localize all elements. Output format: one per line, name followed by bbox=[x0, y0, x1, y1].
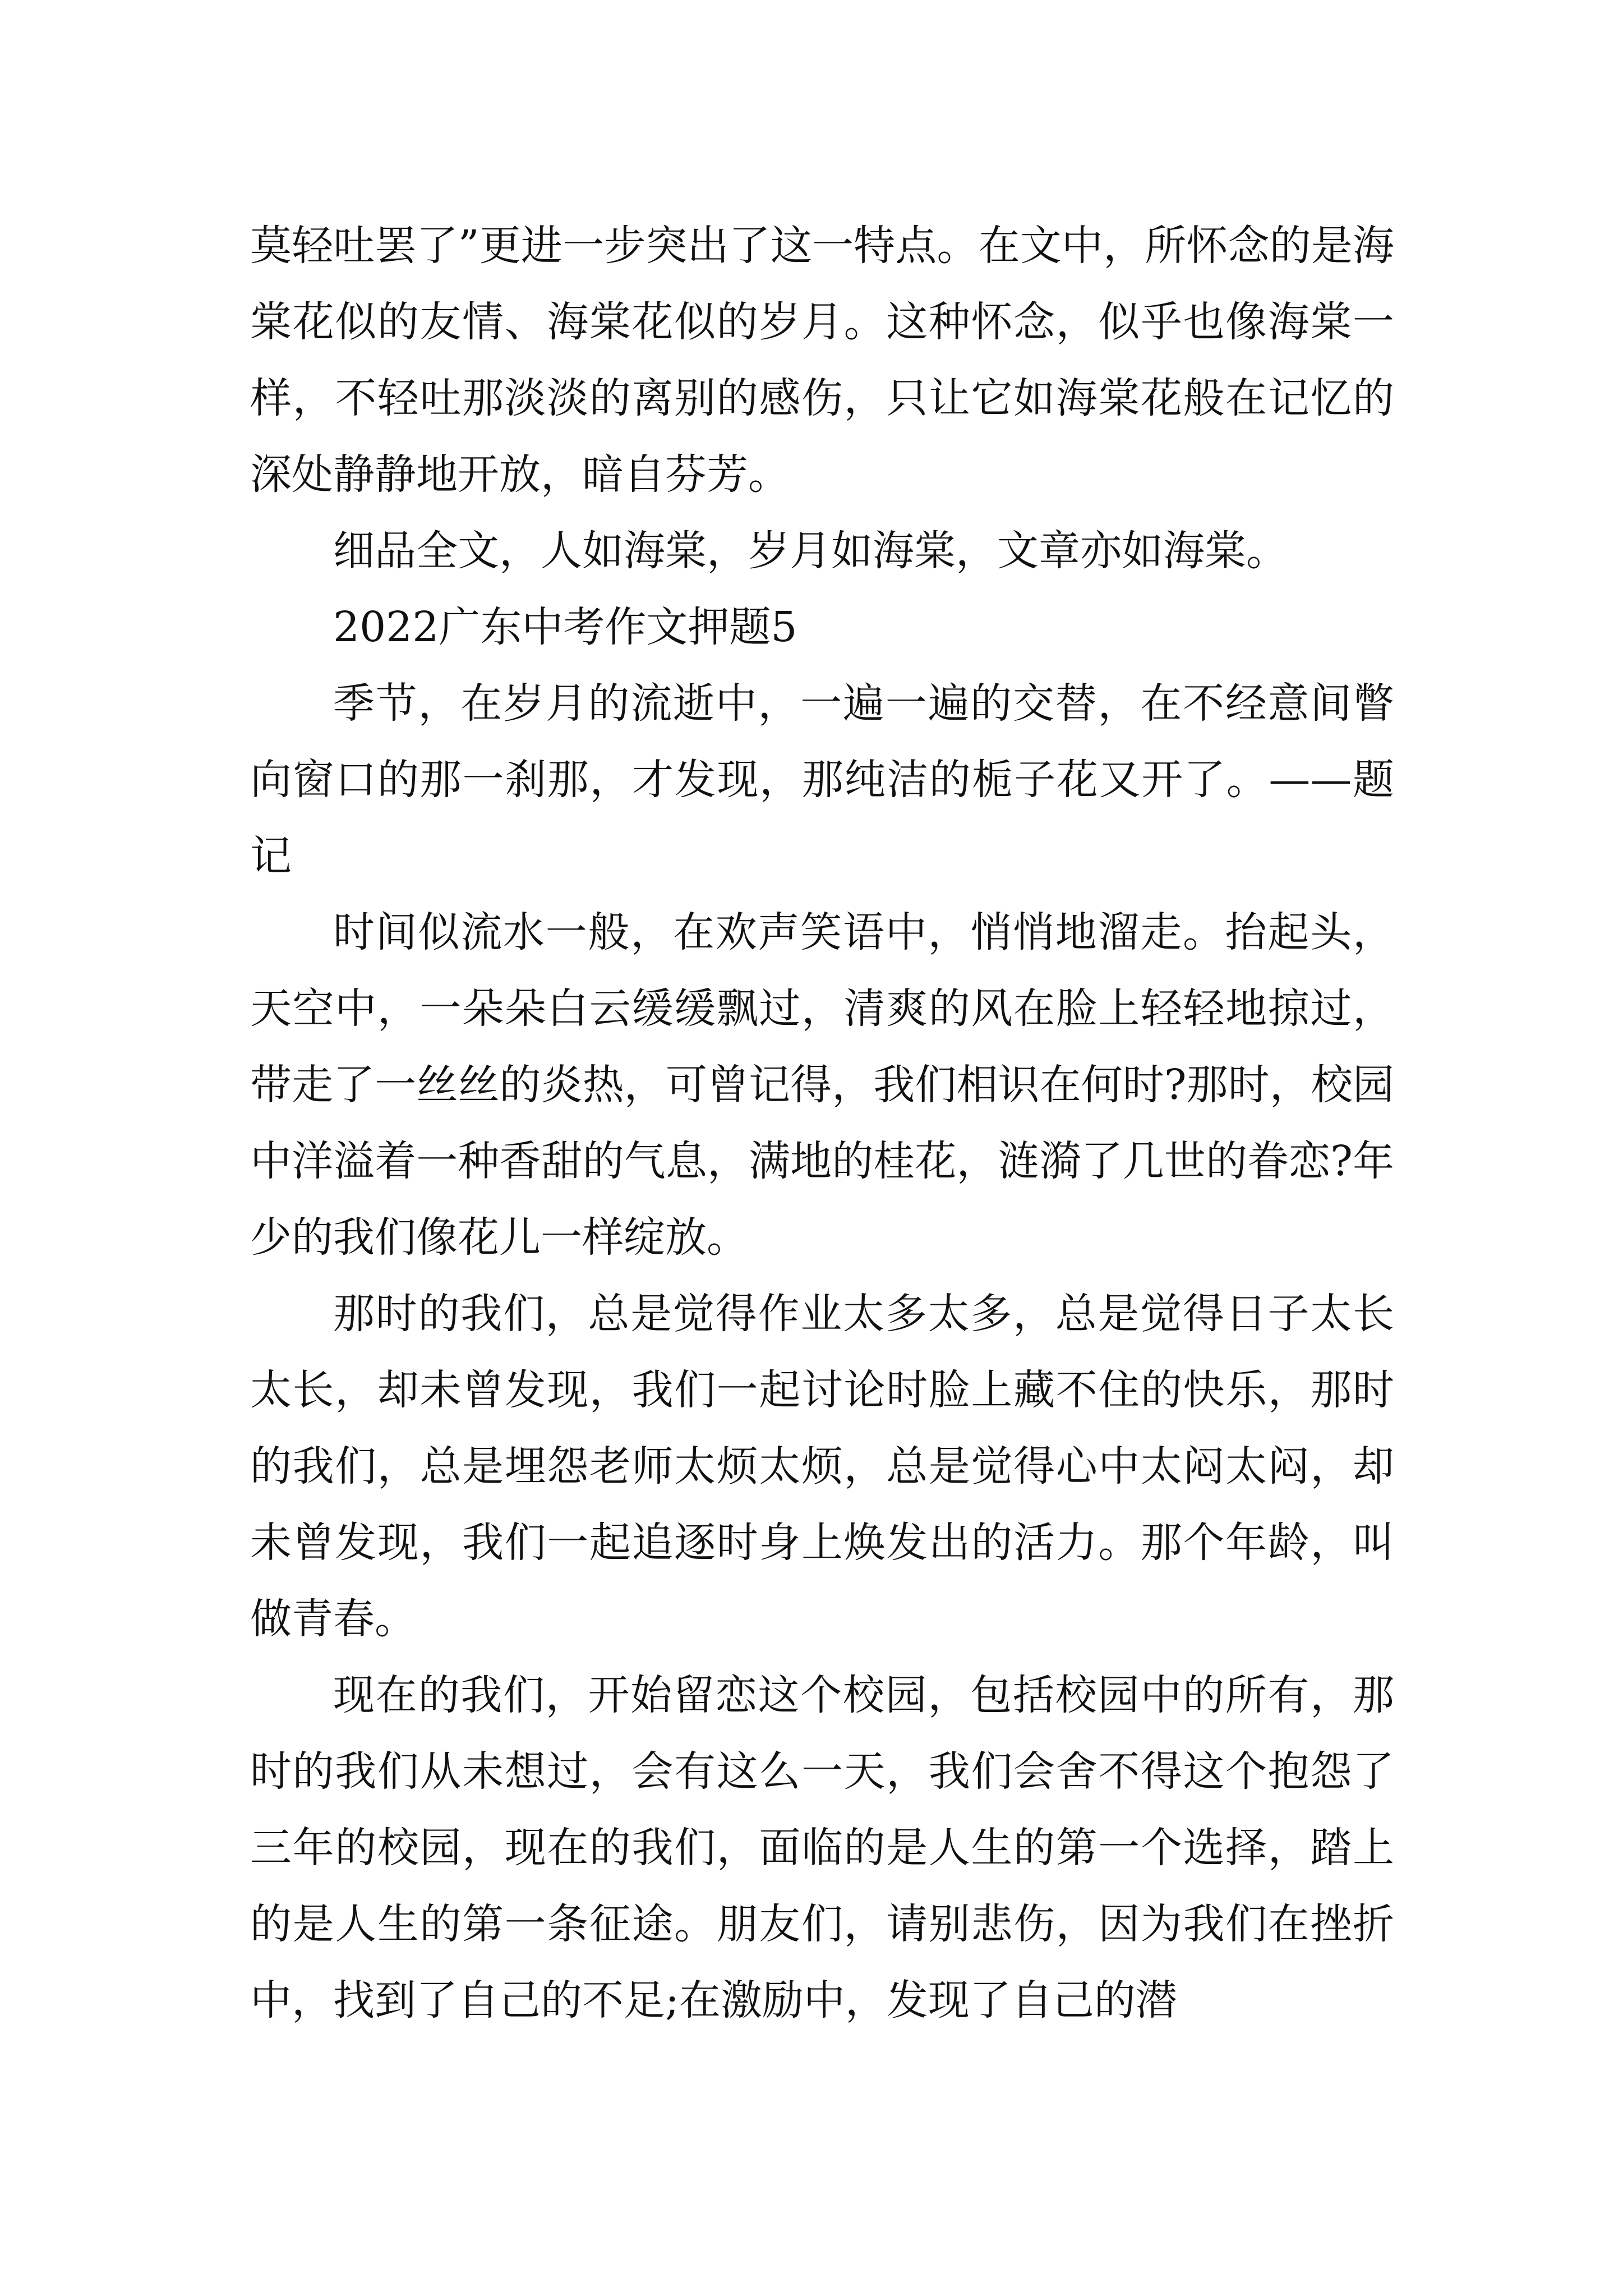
body-text bbox=[250, 208, 1394, 2039]
paragraph-body: 那时的我们，总是觉得作业太多太多，总是觉得日子太长太长，却未曾发现，我们一起讨论时脸上藏不住的快乐，那时的我们，总是埋怨老师太烦太烦，总是觉得心中太闷太闷，却未曾发现，我们一起追逐时身上焕发出的活力。那个年龄，叫做青春。 bbox=[250, 1290, 1394, 1643]
paragraph-continuation: 莫轻吐罢了”更进一步突出了这一特点。在文中，所怀念的是海棠花似的友情、海棠花似的岁月。这种怀念，似乎也像海棠一样，不轻吐那淡淡的离别的感伤，只让它如海棠花般在记忆的深处静静地开放，暗自芬芳。 bbox=[250, 222, 1394, 499]
section-heading: 2022广东中考作文押题5 bbox=[333, 603, 797, 651]
paragraph-summary: 细品全文，人如海棠，岁月如海棠，文章亦如海棠。 bbox=[333, 527, 1288, 575]
paragraph-body: 时间似流水一般，在欢声笑语中，悄悄地溜走。抬起头，天空中，一朵朵白云缓缓飘过，清爽的风在脸上轻轻地掠过，带走了一丝丝的炎热，可曾记得，我们相识在何时?那时，校园中洋溢着一种香甜的气息，满地的桂花，涟漪了几世的眷恋?年少的我们像花儿一样绽放。 bbox=[250, 908, 1394, 1262]
paragraph-epigraph: 季节，在岁月的流逝中，一遍一遍的交替，在不经意间瞥向窗口的那一刹那，才发现，那纯洁的栀子花又开了。——题记 bbox=[250, 679, 1394, 880]
paragraph-body: 现在的我们，开始留恋这个校园，包括校园中的所有，那时的我们从未想过，会有这么一天，我们会舍不得这个抱怨了三年的校园，现在的我们，面临的是人生的第一个选择，踏上的是人生的第一条征途。朋友们，请别悲伤，因为我们在挫折中，找到了自己的不足;在激励中，发现了自己的潜 bbox=[250, 1671, 1394, 2024]
